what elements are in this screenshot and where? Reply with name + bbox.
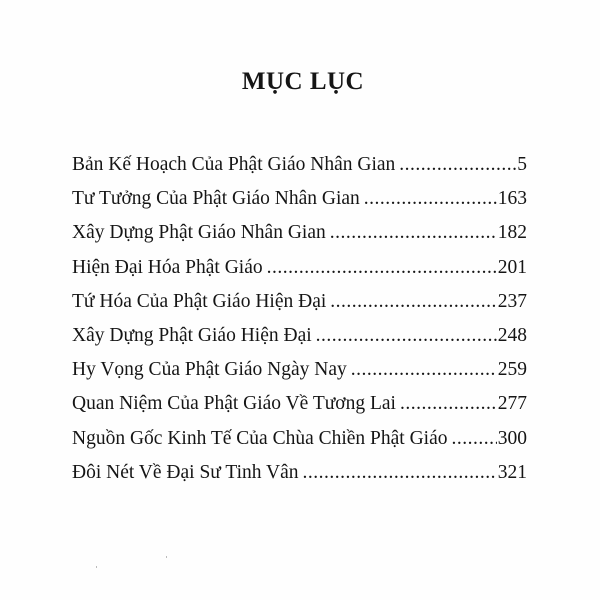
toc-entry <box>72 216 527 250</box>
toc-entry-title: Quan Niệm Của Phật Giáo Về Tương Lai <box>72 393 396 415</box>
toc-entry <box>72 148 527 182</box>
toc-entry <box>72 422 527 456</box>
toc-entry-page: 237 <box>497 290 527 312</box>
toc-entry <box>72 182 527 216</box>
toc-entry-page: 5 <box>517 154 527 175</box>
toc-entry-page: 182 <box>497 222 527 244</box>
toc-entry-title: Tứ Hóa Của Phật Giáo Hiện Đại <box>72 290 327 312</box>
toc-entry <box>72 319 527 353</box>
toc-dot-leader <box>303 456 497 490</box>
toc-entry-title: Bản Kế Hoạch Của Phật Giáo Nhân Gian <box>72 154 396 175</box>
toc-entry-title: Đôi Nét Về Đại Sư Tinh Vân <box>72 461 299 483</box>
toc-dot-leader <box>400 387 497 421</box>
paper-speck <box>96 566 97 568</box>
toc-entry-page: 163 <box>497 188 527 210</box>
toc-dot-leader <box>452 422 497 456</box>
paper-speck <box>166 556 167 558</box>
toc-list <box>72 148 527 490</box>
toc-entry-title: Xây Dựng Phật Giáo Nhân Gian <box>72 222 326 244</box>
toc-dot-leader <box>351 353 497 387</box>
toc-dot-leader <box>399 148 516 182</box>
toc-entry-title: Hy Vọng Của Phật Giáo Ngày Nay <box>72 359 347 381</box>
toc-entry-page: 248 <box>497 324 527 346</box>
toc-entry-page: 321 <box>497 461 527 483</box>
toc-entry <box>72 353 527 387</box>
toc-entry-page: 277 <box>497 393 527 415</box>
toc-dot-leader <box>330 216 497 250</box>
toc-entry-title: Tư Tưởng Của Phật Giáo Nhân Gian <box>72 188 360 210</box>
toc-entry <box>72 285 527 319</box>
toc-dot-leader <box>330 285 496 319</box>
toc-entry-page: 259 <box>497 359 527 381</box>
toc-entry-page: 201 <box>497 256 527 278</box>
toc-entry <box>72 456 527 490</box>
toc-dot-leader <box>267 251 497 285</box>
toc-entry <box>72 251 527 285</box>
toc-heading: MỤC LỤC <box>241 68 365 95</box>
toc-entry-title: Nguồn Gốc Kinh Tế Của Chùa Chiền Phật Giáo <box>72 427 448 449</box>
toc-entry-page: 300 <box>497 427 527 449</box>
toc-entry <box>72 387 527 421</box>
toc-dot-leader <box>316 319 497 353</box>
toc-entry-title: Xây Dựng Phật Giáo Hiện Đại <box>72 324 312 346</box>
toc-dot-leader <box>364 182 497 216</box>
toc-entry-title: Hiện Đại Hóa Phật Giáo <box>72 256 263 278</box>
